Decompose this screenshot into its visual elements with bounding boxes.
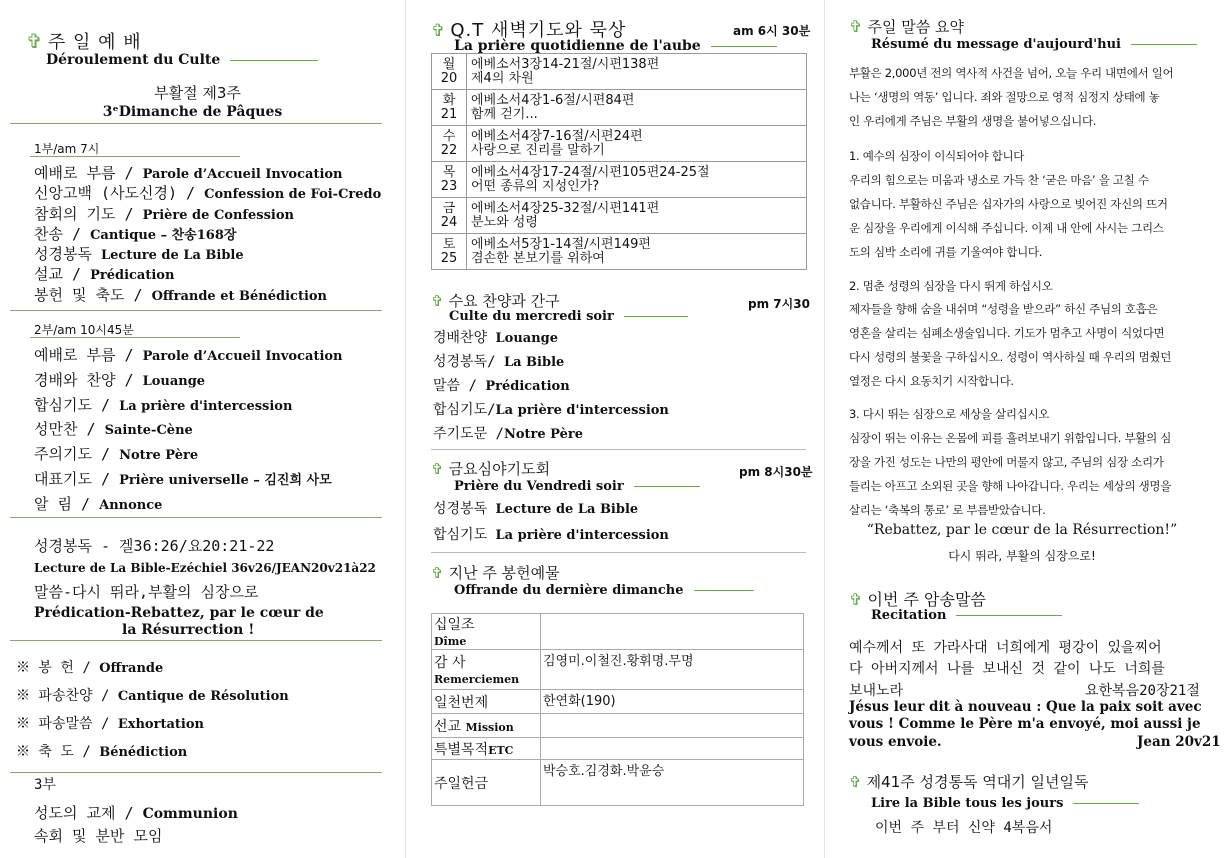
wed-time: pm 7시30: [748, 297, 810, 311]
list-item: 참회의 기도 / Prière de Confession: [34, 204, 294, 223]
table-row: 목23 에베소서4장17-24절/시편105편24-25절 어떤 종류의 지성인가?: [432, 162, 807, 198]
point3-heading: 3. 다시 뛰는 심장으로 세상을 살리십시오: [849, 407, 1050, 421]
list-item: 예배로 부름 / Parole d’Accueil Invocation: [34, 346, 343, 364]
list-item: 설교 / Prédication: [34, 265, 175, 284]
cross-icon: ✞: [849, 17, 863, 36]
summary-subtitle: Résumé du message d'aujourd'hui: [871, 37, 1197, 52]
list-item: 성만찬 / Sainte-Cène: [34, 420, 193, 439]
fri-list: [433, 498, 669, 550]
fri-title: ✞ 금요심야기도회: [431, 460, 551, 478]
table-row: 주일헌금 박승호.김경화.박윤승: [432, 760, 804, 806]
cross-icon: ✞: [431, 21, 446, 41]
sermon-french-1: Prédication-Rebattez, par le cœur de: [34, 605, 324, 621]
list-item: 찬송 / Cantique – 찬송168장: [34, 224, 237, 243]
recitation-french: Jésus leur dit à nouveau : Que la paix soit avec vous ! Comme le Père m'a envoyé, moi aussi je: [849, 699, 1202, 732]
cross-icon: ✞: [26, 29, 43, 53]
list-item: 대표기도 / Prière universelle – 김진희 사모: [34, 469, 332, 488]
weekday-column: [405, 0, 815, 858]
summary-intro: 부활은 2,000년 전의 역사적 사건을 넘어, 오늘 우리 내면에서 일어 나는 ‘생명의 역동’ 입니다. 죄와 절망으로 영적 심정지 상태에 놓 인 우리에게 주님은 부활의 생명을 불어넣으십니다.: [849, 66, 1174, 128]
service3-groups: 속회 및 분반 모임: [34, 827, 163, 845]
service2-header: 2부/am 10시45분: [34, 323, 134, 337]
wed-subtitle: Culte du mercredi soir: [449, 309, 688, 324]
bible-reading-subtitle: Lire la Bible tous les jours: [871, 796, 1139, 811]
list-item: 알 림 / Annonce: [34, 494, 163, 513]
qt-time: am 6시 30분: [733, 24, 811, 38]
sermon-french-2: la Résurrection !: [122, 622, 255, 638]
list-item: 성경봉독/ La Bible: [433, 354, 565, 370]
cross-icon: ✞: [849, 590, 863, 609]
list-item: 성경봉독 Lecture de La Bible: [433, 501, 639, 517]
fri-time: pm 8시30분: [739, 465, 813, 479]
recitation-french-last: vous envoie.: [849, 734, 942, 750]
reading-french: Lecture de La Bible-Ezéchiel 36v26/JEAN20v21à22: [34, 561, 376, 575]
reading-korean: 성경봉독 - 겔36:26/요20:21-22: [34, 537, 275, 555]
wed-list: [433, 327, 669, 447]
list-item: 봉헌 및 축도 / Offrande et Bénédiction: [34, 285, 328, 304]
table-row: 수22 에베소서4장7-16절/시편24편 사랑으로 진리를 말하기: [432, 126, 807, 162]
quote-french: “Rebattez, par le cœur de la Résurrection!”: [866, 522, 1178, 538]
cross-icon: ✞: [431, 564, 444, 582]
cross-icon: ✞: [431, 460, 444, 478]
recitation-french-reference: Jean 20v21: [1137, 734, 1221, 750]
sermon-korean: 말씀-다시 뛰라,부활의 심장으로: [34, 583, 259, 601]
point1-text: 우리의 힘으로는 미움과 냉소로 가득 찬 ‘굳은 마음’ 을 고칠 수 없습니다. 부활하신 주님은 십자가의 사랑으로 빚어진 자신의 뜨거 운 심장을 우리에게 이식해 주십니다. 이제 내 안에 사시는 그리스 도의 심박 소리에 귀를 기울여야 합니다.: [849, 173, 1168, 259]
list-item: 합심기도/La prière d'intercession: [433, 402, 669, 418]
table-row: 월20 에베소서3장14-21절/시편138편 제4의 차원: [432, 54, 807, 90]
service2-list: [34, 344, 343, 518]
worship-subtitle: Déroulement du Culte: [46, 52, 318, 68]
qt-table: [431, 53, 807, 270]
offering-subtitle: Offrande du dernière dimanche: [454, 583, 754, 598]
list-item: 말씀 / Prédication: [433, 378, 570, 394]
fri-subtitle: Prière du Vendredi soir: [454, 479, 700, 494]
list-item: 성경봉독 Lecture de La Bible: [34, 245, 244, 264]
summary-column: [827, 0, 1230, 858]
list-item: 합심기도 / La prière d'intercession: [34, 395, 293, 414]
table-row: 십일조 Dîme: [432, 614, 804, 650]
recitation-title: ✞ 이번 주 암송말씀: [849, 590, 986, 609]
qt-subtitle: La prière quotidienne de l'aube: [454, 38, 777, 54]
list-item: 주기도문 /Notre Père: [433, 426, 583, 442]
point2-text: 제자들을 향해 숨을 내쉬며 “성령을 받으라” 하신 주님의 호흡은 영혼을 살리는 심폐소생술입니다. 기도가 멈추고 사명이 식었다면 다시 성령의 불꽃을 구하십시오. 성령이 역사하실 때 우리의 멈췄던 열정은 다시 요동치기 시작합니다.: [849, 302, 1172, 388]
service1-header: 1부/am 7시: [34, 142, 100, 156]
table-row: 선교 Mission: [432, 714, 804, 738]
point1-heading: 1. 예수의 심장이 이식되어야 합니다: [849, 149, 1025, 163]
season-french: 3ᵉDimanche de Pâques: [102, 104, 283, 120]
recitation-korean: 예수께서 또 가라사대 너희에게 평강이 있을찌어 다 아버지께서 나를 보내신 것 같이 나도 너희를: [849, 640, 1165, 677]
cross-icon: ✞: [431, 292, 444, 310]
recitation-subtitle: Recitation: [871, 608, 1062, 623]
summary-title: ✞ 주일 말씀 요약: [849, 17, 964, 36]
service1-list: [34, 162, 381, 304]
recitation-reference: 요한복음20장21절: [1085, 683, 1200, 699]
quote-korean: 다시 뛰라, 부활의 심장으로!: [948, 549, 1096, 563]
recitation-korean-last: 보내노라: [849, 683, 904, 699]
list-item: 경배와 찬양 / Louange: [34, 370, 206, 389]
list-item: 경배찬양 Louange: [433, 330, 559, 346]
offering-table: [431, 613, 804, 806]
season-korean: 부활절 제3주: [154, 84, 241, 102]
list-item: 신앙고백 (사도신경) / Confession de Foi-Credo: [34, 184, 382, 203]
list-item: ※ 파송말씀 / Exhortation: [16, 716, 204, 732]
table-row: 감 사 Remerciemen 김영미.이철진.황휘명.무명: [432, 650, 804, 690]
list-item: 주의기도 / Notre Père: [34, 445, 199, 464]
worship-order-column: [0, 0, 395, 858]
closing-list: [16, 657, 289, 769]
service3-header: 3부: [34, 777, 56, 793]
table-row: 화21 에베소서4장1-6절/시편84편 함께 걷기...: [432, 90, 807, 126]
list-item: ※ 축 도 / Bénédiction: [16, 744, 188, 760]
list-item: 예배로 부름 / Parole d’Accueil Invocation: [34, 164, 343, 182]
point2-heading: 2. 멈춘 성령의 심장을 다시 뛰게 하십시오: [849, 279, 1053, 293]
list-item: ※ 파송찬양 / Cantique de Résolution: [16, 688, 289, 704]
bible-reading-title: ✞ 제41주 성경통독 역대기 일년일독: [849, 773, 1089, 791]
table-row: 토25 에베소서5장1-14절/시편149편 겸손한 본보기를 위하여: [432, 234, 807, 270]
point3-text: 심장이 뛰는 이유는 온몸에 피를 흘려보내기 위함입니다. 부활의 심 장을 가진 성도는 나만의 평안에 머물지 않고, 주님의 심장 소리가 들리는 아프고 소외된 곳을 향해 나아갑니다. 우리는 세상의 생명을 살리는 ‘축복의 통로’ 로 부름받았습니다.: [849, 431, 1172, 517]
wed-title: ✞ 수요 찬양과 간구: [431, 292, 560, 310]
bible-reading-text: 이번 주 부터 신약 4복음서: [875, 820, 1053, 836]
list-item: 합심기도 La prière d'intercession: [433, 527, 669, 543]
cross-icon: ✞: [849, 773, 862, 791]
table-row: 일천번제 한연화(190): [432, 690, 804, 714]
table-row: 금24 에베소서4장25-32절/시편141편 분노와 성령: [432, 198, 807, 234]
table-row: 특별목적ETC: [432, 738, 804, 760]
offering-title: ✞ 지난 주 봉헌예물: [431, 564, 560, 582]
qt-title: ✞ Q.T 새벽기도와 묵상: [431, 20, 627, 41]
service3-communion: 성도의 교제 / Communion: [34, 804, 238, 822]
list-item: ※ 봉 헌 / Offrande: [16, 660, 164, 676]
worship-title: ✞ 주 일 예 배: [26, 29, 142, 53]
